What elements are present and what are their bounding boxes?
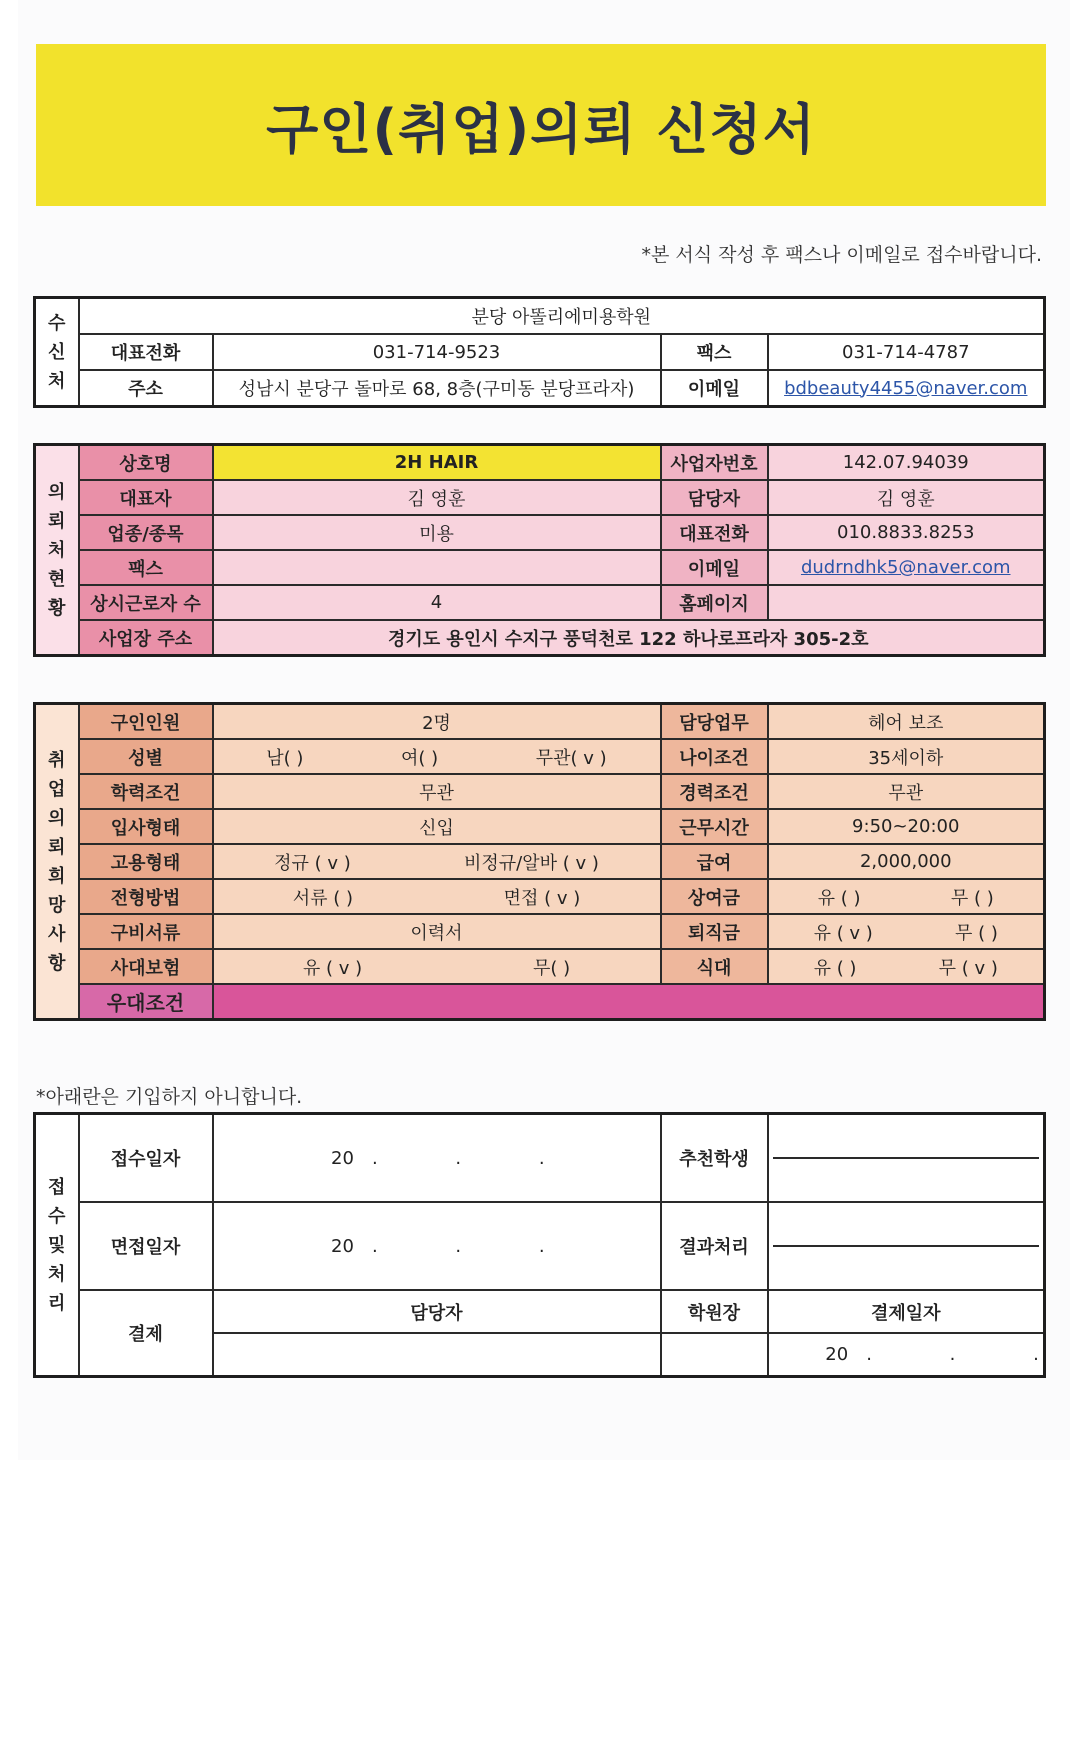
result-value[interactable] [768, 1202, 1045, 1290]
recipient-phone-label: 대표전화 [79, 334, 213, 370]
duty-label: 담당업무 [661, 704, 768, 740]
emp-irregular[interactable]: 비정규/알바 ( v ) [463, 852, 599, 874]
career-value[interactable]: 무관 [768, 774, 1045, 809]
homepage-label: 홈페이지 [661, 585, 768, 620]
bonus-options[interactable] [768, 879, 1045, 914]
insurance-options[interactable] [213, 949, 661, 984]
student-label: 추천학생 [661, 1114, 768, 1203]
workers-label: 상시근로자 수 [79, 585, 213, 620]
select-label: 전형방법 [79, 879, 213, 914]
approval-date-dots: . . . [866, 1344, 1075, 1365]
result-label: 결과처리 [661, 1202, 768, 1290]
bonus-label: 상여금 [661, 879, 768, 914]
interview-date-year: 20 [331, 1235, 354, 1257]
student-value[interactable] [768, 1114, 1045, 1203]
emp-label: 고용형태 [79, 844, 213, 879]
recipient-fax: 031-714-4787 [768, 334, 1045, 370]
recipient-address-label: 주소 [79, 370, 213, 407]
severance-yes[interactable]: 유 ( v ) [813, 922, 873, 944]
insurance-yes[interactable]: 유 ( v ) [302, 957, 363, 979]
salary-value[interactable]: 2,000,000 [768, 844, 1045, 879]
career-label: 경력조건 [661, 774, 768, 809]
approval-date-label: 결제일자 [768, 1290, 1045, 1333]
select-doc[interactable]: 서류 ( ) [292, 887, 354, 909]
recipient-org: 분당 아똘리에미용학원 [79, 298, 1045, 335]
severance-options[interactable] [768, 914, 1045, 949]
contact-value[interactable]: 김 영훈 [768, 480, 1045, 515]
requester-email-value[interactable] [768, 550, 1045, 585]
office-use-note: *아래란은 기입하지 아니합니다. [36, 1086, 303, 1108]
recipient-fax-label: 팩스 [661, 334, 768, 370]
requester-section-label: 의 뢰 처 현 황 [35, 445, 79, 656]
title-banner [36, 44, 1046, 206]
recipient-address: 성남시 분당구 돌마로 68, 8층(구미동 분당프라자) [213, 370, 661, 407]
approval-label: 결제 [79, 1290, 213, 1377]
company-name[interactable]: 2H HAIR [213, 445, 661, 481]
workers-value[interactable]: 4 [213, 585, 661, 620]
meal-yes[interactable]: 유 ( ) [813, 957, 857, 979]
recipient-email-link[interactable]: bdbeauty4455@naver.com [784, 377, 1028, 399]
benefit-value[interactable] [213, 984, 1045, 1020]
select-interview[interactable]: 면접 ( v ) [503, 887, 581, 909]
form-title: 구인(취업)의뢰 신청서 [266, 97, 816, 161]
emp-options[interactable] [213, 844, 661, 879]
student-line-2 [773, 1159, 1040, 1201]
receive-date-value[interactable] [213, 1114, 661, 1203]
docs-value[interactable]: 이력서 [213, 914, 661, 949]
receive-date-dots: . . . [371, 1147, 581, 1169]
requester-email-link[interactable]: dudrndhk5@naver.com [800, 557, 1011, 578]
age-label: 나이조건 [661, 739, 768, 774]
bonus-yes[interactable]: 유 ( ) [817, 887, 861, 909]
hours-value[interactable]: 9:50~20:00 [768, 809, 1045, 844]
recipient-email-label: 이메일 [661, 370, 768, 407]
homepage-value[interactable] [768, 585, 1045, 620]
select-options[interactable] [213, 879, 661, 914]
meal-options[interactable] [768, 949, 1045, 984]
director-sign[interactable] [661, 1333, 768, 1377]
result-line-2 [773, 1247, 1040, 1289]
interview-date-label: 면접일자 [79, 1202, 213, 1290]
requester-email-label: 이메일 [661, 550, 768, 585]
recipient-section-label: 수 신 처 [35, 298, 79, 407]
severance-no[interactable]: 무 ( ) [955, 922, 998, 944]
insurance-no[interactable]: 무( ) [532, 957, 571, 979]
ceo-label: 대표자 [79, 480, 213, 515]
join-value[interactable]: 신입 [213, 809, 661, 844]
submission-note: *본 서식 작성 후 팩스나 이메일로 접수바랍니다. [641, 244, 1042, 266]
contact-label: 담당자 [661, 480, 768, 515]
recipient-table [33, 296, 1046, 408]
headcount-value[interactable]: 2명 [213, 704, 661, 740]
industry-value[interactable]: 미용 [213, 515, 661, 550]
biz-address-label: 사업장 주소 [79, 620, 213, 656]
receipt-table [33, 1112, 1075, 1378]
industry-label: 업종/종목 [79, 515, 213, 550]
requester-fax-label: 팩스 [79, 550, 213, 585]
biz-address-value[interactable]: 경기도 용인시 수지구 풍덕천로 122 하나로프라자 305-2호 [213, 620, 1045, 656]
gender-female[interactable]: 여( ) [401, 747, 439, 769]
gender-options[interactable] [213, 739, 661, 774]
gender-male[interactable]: 남( ) [266, 747, 304, 769]
requester-phone-value[interactable]: 010.8833.8253 [768, 515, 1045, 550]
director-label: 학원장 [661, 1290, 768, 1333]
approval-date-year: 20 [825, 1344, 849, 1365]
requester-phone-label: 대표전화 [661, 515, 768, 550]
edu-label: 학력조건 [79, 774, 213, 809]
manager-sign[interactable] [213, 1333, 661, 1377]
recipient-email[interactable] [768, 370, 1045, 407]
interview-date-value[interactable] [213, 1202, 661, 1290]
meal-no[interactable]: 무 ( v ) [938, 957, 998, 979]
bizno-label: 사업자번호 [661, 445, 768, 481]
hiring-table [33, 702, 1046, 1021]
meal-label: 식대 [661, 949, 768, 984]
interview-date-dots: . . . [371, 1235, 581, 1257]
benefit-label: 우대조건 [79, 984, 213, 1020]
student-line [773, 1115, 1040, 1159]
salary-label: 급여 [661, 844, 768, 879]
emp-regular[interactable]: 정규 ( v ) [274, 852, 351, 874]
duty-value[interactable]: 헤어 보조 [768, 704, 1045, 740]
requester-table [33, 443, 1046, 657]
insurance-label: 사대보험 [79, 949, 213, 984]
bizno-value[interactable]: 142.07.94039 [768, 445, 1045, 481]
hours-label: 근무시간 [661, 809, 768, 844]
receive-date-label: 접수일자 [79, 1114, 213, 1203]
receipt-section-label: 접 수 및 처 리 [35, 1114, 79, 1377]
gender-any[interactable]: 무관( v ) [535, 747, 607, 769]
age-value[interactable]: 35세이하 [768, 739, 1045, 774]
join-label: 입사형태 [79, 809, 213, 844]
approval-date-value[interactable] [768, 1333, 1075, 1377]
receive-date-year: 20 [331, 1147, 354, 1169]
result-line [773, 1203, 1040, 1247]
headcount-label: 구인인원 [79, 704, 213, 740]
requester-fax-value[interactable] [213, 550, 661, 585]
severance-label: 퇴직금 [661, 914, 768, 949]
docs-label: 구비서류 [79, 914, 213, 949]
bonus-no[interactable]: 무 ( ) [950, 887, 994, 909]
manager-label: 담당자 [213, 1290, 661, 1333]
hiring-section-label: 취 업 의 뢰 희 망 사 항 [35, 704, 79, 1020]
gender-label: 성별 [79, 739, 213, 774]
recipient-phone: 031-714-9523 [213, 334, 661, 370]
ceo-value[interactable]: 김 영훈 [213, 480, 661, 515]
edu-value[interactable]: 무관 [213, 774, 661, 809]
company-label: 상호명 [79, 445, 213, 481]
